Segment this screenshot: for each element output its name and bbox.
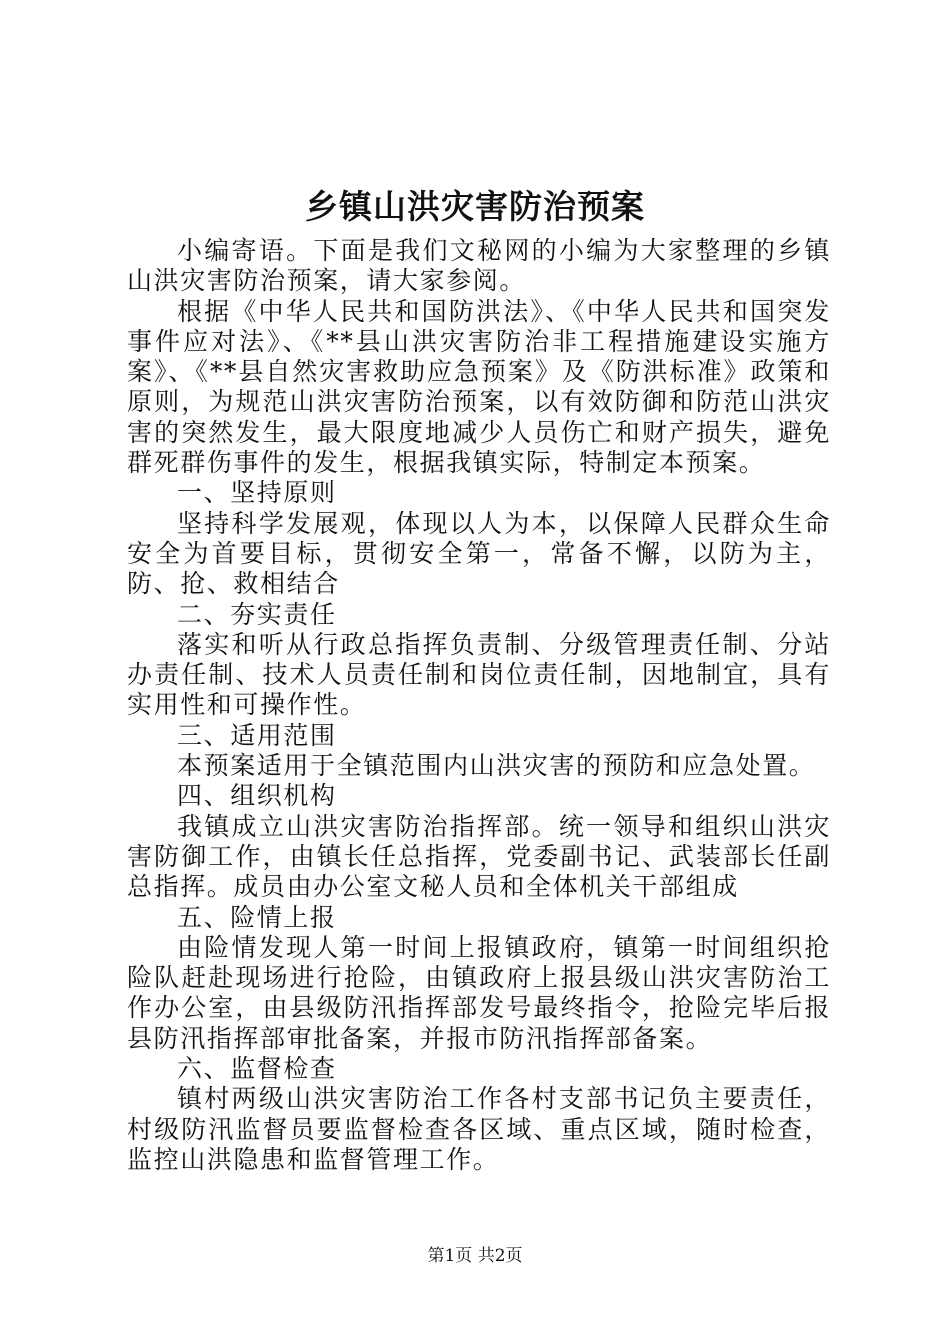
section-heading-reporting: 五、险情上报 [177, 902, 337, 932]
document-body [127, 236, 831, 1175]
section-text-organization: 我镇成立山洪灾害防治指挥部。统一领导和组织山洪灾害防御工作，由镇长任总指挥，党委副书记、武装部长任副总指挥。成员由办公室文秘人员和全体机关干部组成 [127, 811, 831, 902]
intro-paragraph: 小编寄语。下面是我们文秘网的小编为大家整理的乡镇山洪灾害防治预案，请大家参阅。 [127, 236, 831, 296]
document-title: 乡镇山洪灾害防治预案 [305, 187, 645, 226]
section-text-supervision: 镇村两级山洪灾害防治工作各村支部书记负主要责任，村级防汛监督员要监督检查各区域、重点区域，随时检查，监控山洪隐患和监督管理工作。 [127, 1084, 831, 1174]
preamble-paragraph: 根据《中华人民共和国防洪法》、《中华人民共和国突发事件应对法》、《**县山洪灾害防治非工程措施建设实施方案》、《**县自然灾害救助应急预案》及《防洪标准》政策和原则，为规范山洪灾害防治预案，以有效防御和防范山洪灾害的突然发生，最大限度地减少人员伤亡和财产损失，避免群死群伤事件的发生，根据我镇实际，特制定本预案。 [127, 296, 831, 478]
section-heading-principles: 一、坚持原则 [177, 478, 337, 508]
section-heading-responsibility: 二、夯实责任 [177, 599, 337, 629]
page-number-footer: 第1页 共2页 [427, 1246, 523, 1266]
section-text-scope: 本预案适用于全镇范围内山洪灾害的预防和应急处置。 [177, 751, 816, 781]
section-heading-scope: 三、适用范围 [177, 720, 337, 750]
section-text-principles: 坚持科学发展观，体现以人为本，以保障人民群众生命安全为首要目标，贯彻安全第一，常备不懈，以防为主，防、抢、救相结合 [127, 508, 831, 599]
section-text-reporting: 由险情发现人第一时间上报镇政府，镇第一时间组织抢险队赶赴现场进行抢险，由镇政府上报县级山洪灾害防治工作办公室，由县级防汛指挥部发号最终指令，抢险完毕后报县防汛指挥部审批备案，并报市防汛指挥部备案。 [127, 932, 831, 1053]
section-heading-organization: 四、组织机构 [177, 781, 337, 811]
section-heading-supervision: 六、监督检查 [177, 1054, 337, 1084]
section-text-responsibility: 落实和听从行政总指挥负责制、分级管理责任制、分站办责任制、技术人员责任制和岗位责任制，因地制宜，具有实用性和可操作性。 [127, 629, 831, 720]
